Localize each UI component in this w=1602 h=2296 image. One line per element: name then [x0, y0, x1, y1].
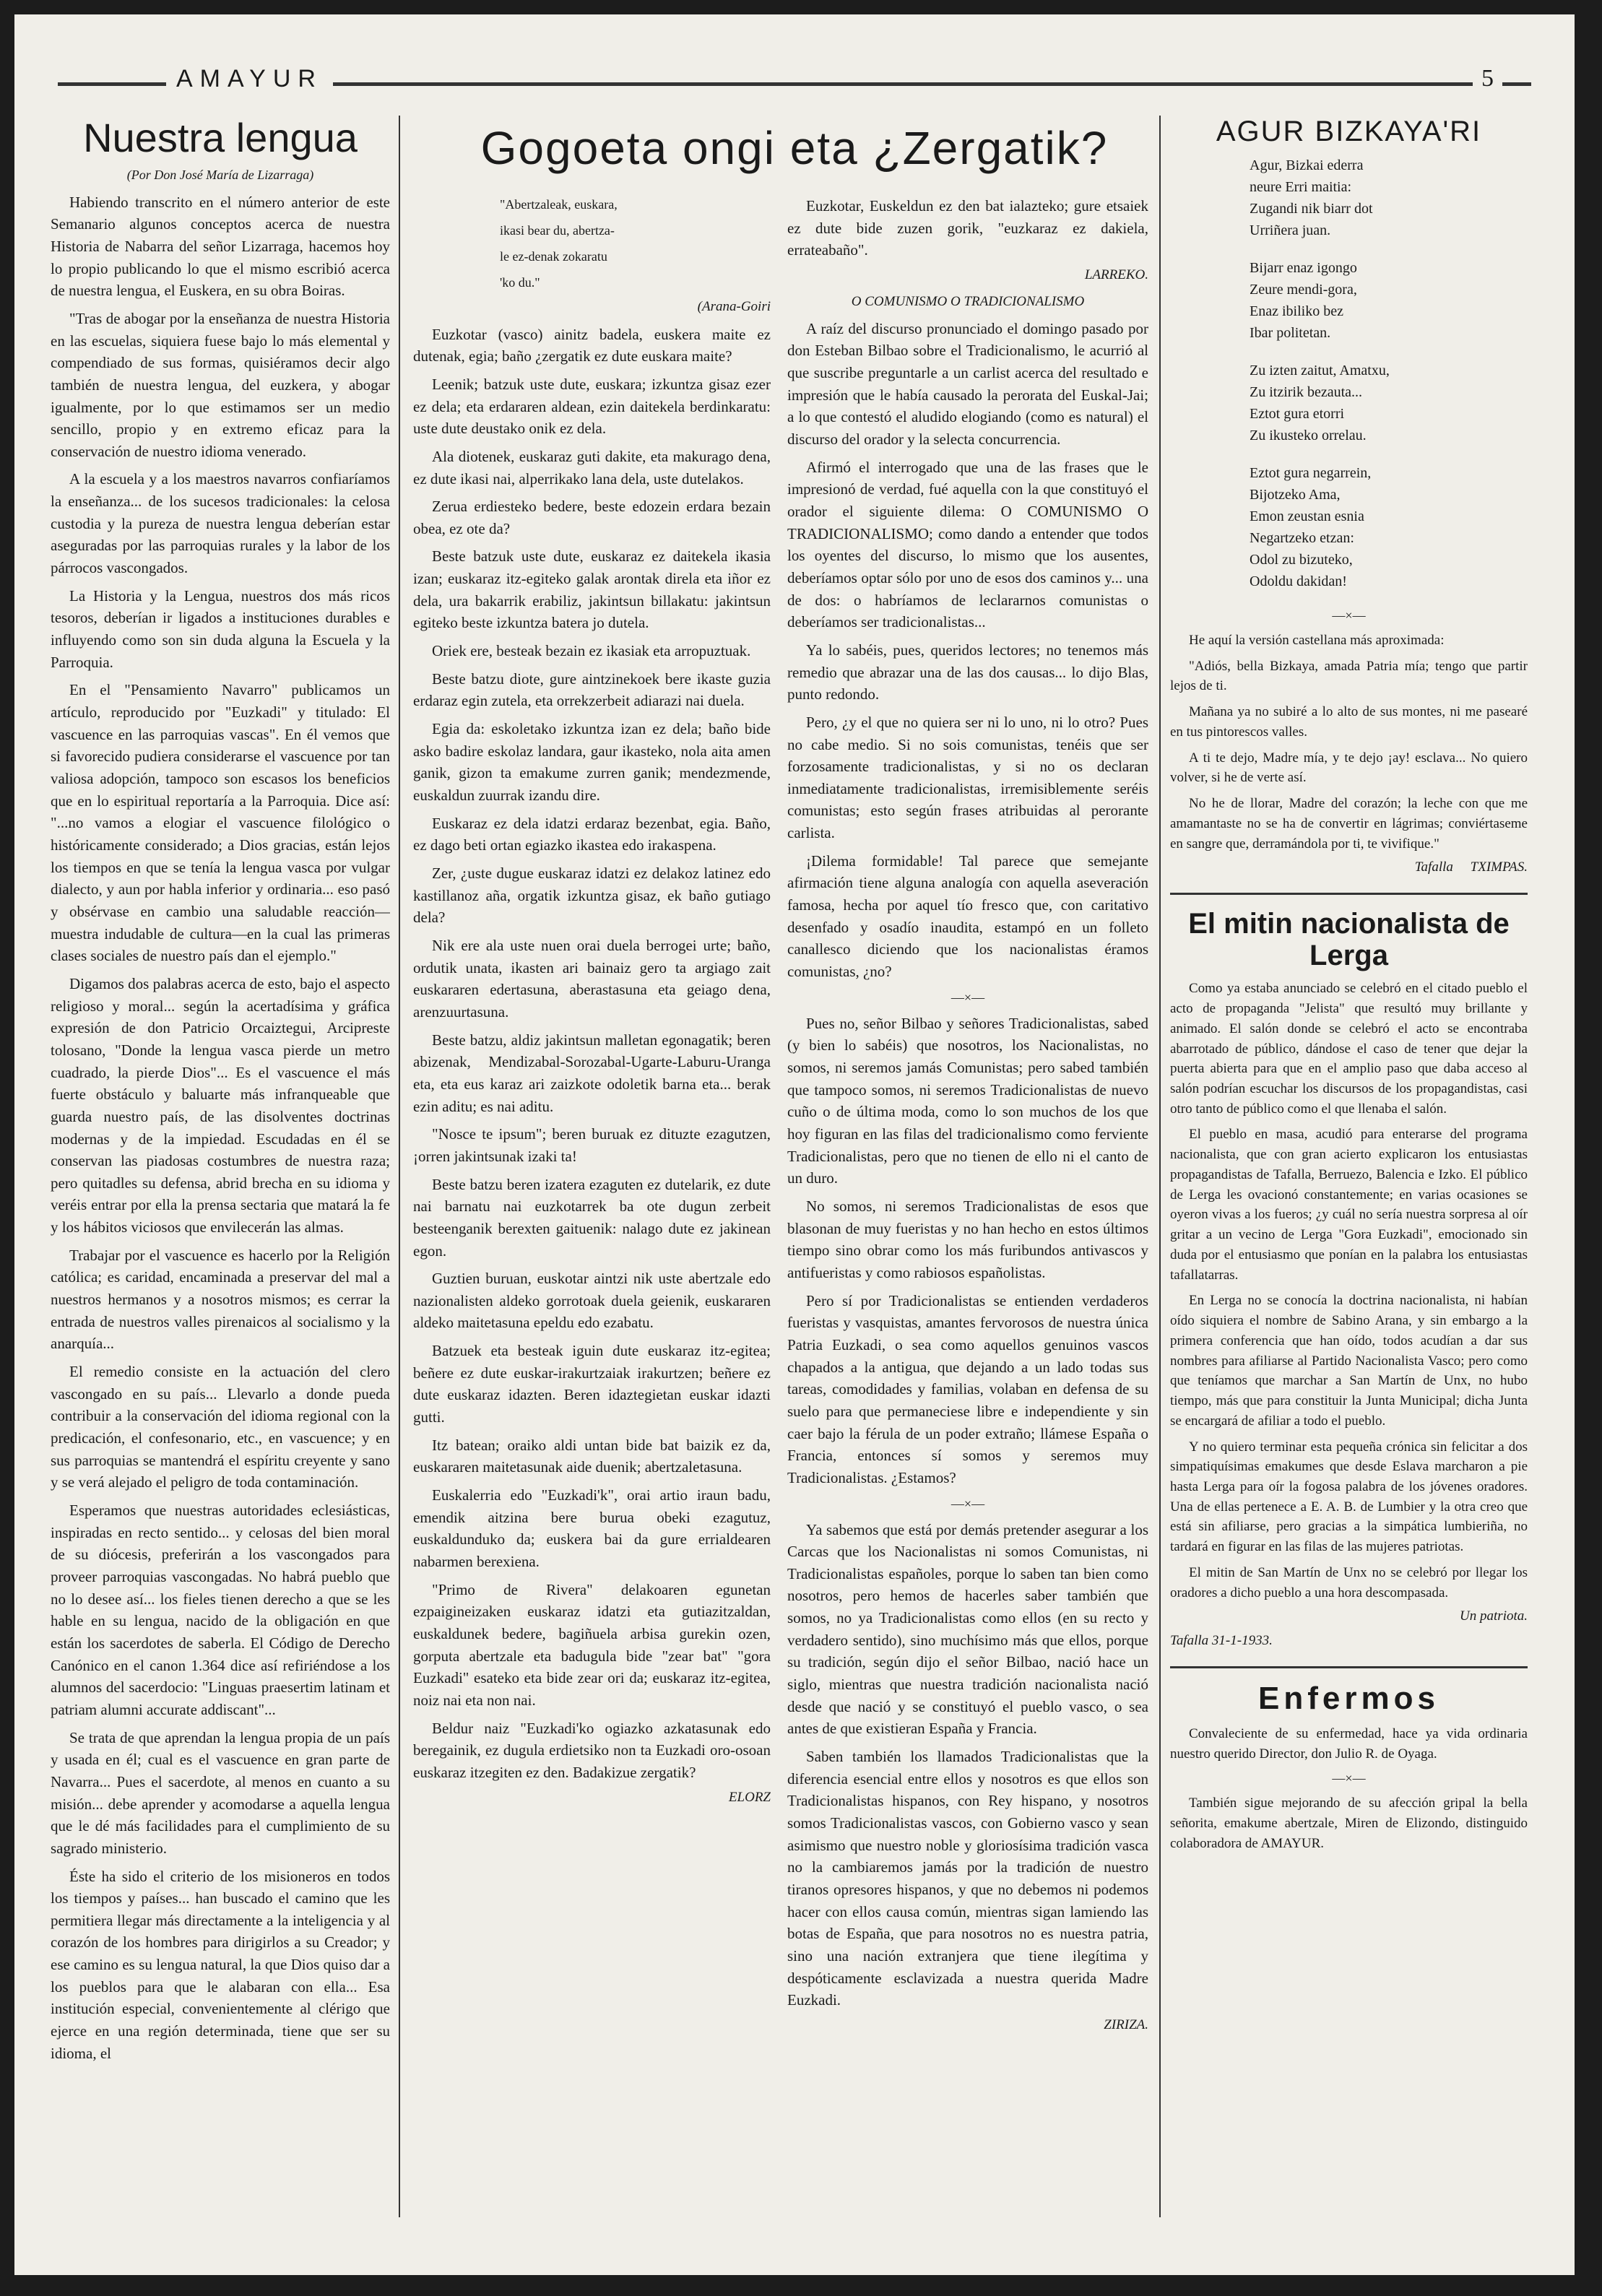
column-divider [399, 116, 400, 2217]
paragraph: A ti te dejo, Madre mía, y te dejo ¡ay! esclava... No quiero volver, si he de verte así. [1170, 750, 1528, 786]
paragraph: Trabajar por el vascuence es hacerlo por la Religión católica; es caridad, encaminada a preservar del mal a nuestros hermanos y a nosotros mismos; es cerrar la entrada de nuestros valles pirenaicos al socialismo y la anarquía... [51, 1246, 390, 1353]
poem-stanza [1170, 462, 1528, 592]
poem-line: Zu izten zaitut, Amatxu, [1250, 363, 1390, 378]
paragraph: Ala diotenek, euskaraz guti dakite, eta makurago dena, ez dute ikasi nai, alperrikako lana dela, uste dutelakos. [413, 447, 771, 488]
paragraph: La Historia y la Lengua, nuestros dos más ricos tesoros, deberían ir ligados a instituciones durables e influyendo como son sin duda alguna la Escuela y la Parroquia. [51, 586, 390, 671]
article-date: Tafalla 31-1-1933. [1170, 1633, 1273, 1649]
paragraph: Ya sabemos que está por demás pretender asegurar a los Carcas que los Nacionalistas ni somos Comunistas, ni Tradicionalistas españoles, porque lo saben tan bien como nosotros, pero hemos de hacerles saber también que somos, no ya Tradicionalistas como ellos (en su recto y verdadero sentido), sino muchísimo más que ellos, porque su tradición, según dijo el señor Bilbao, nació hace un siglo, mientras que nuestra tradición nacionalista nació desde que nació y se constituyó el pueblo vasco, o sea antes de que existieran España y Francia. [787, 1520, 1148, 1738]
paragraph: Pero sí por Tradicionalistas se entienden verdaderos fueristas y vasquistas, amantes fervorosos de nuestra única Patria Euzkadi, o sea como aquellos genuinos vascos chapados a la antigua, que dejando a un lado todas sus tareas, comodidades y familias, volaban en defensa de su suelo para que permaneciese libre e independiente y sin caer bajo la férula de un poder extraño; llámese España o Francia, entonces sí somos y seremos muy Tradicionalistas. ¿Estamos? [787, 1291, 1148, 1486]
paragraph: Beste batzuk uste dute, euskaraz ez daitekela ikasia izan; euskaraz itz-egiteko galak arontak direla eta iñor ez dela, ura bakarrik erabiliz, jakintsun billakatu: jakintsun egiteko beste izkuntza batera jo dutela. [413, 547, 771, 632]
column-comunismo [787, 116, 1148, 2232]
paragraph: Nik ere ala uste nuen orai duela berrogei urte; baño, ordutik unata, ikasten ari bainaiz gero ta argiago zait euskararen edertasuna, aberastasuna eta geiago dena, arenzuurtasuna. [413, 936, 771, 1021]
poem-line: Urriñera juan. [1250, 222, 1331, 238]
paragraph: Beste batzu beren izatera ezaguten ez dutelarik, ez dute nai barnatu nai euzkotarrek ba ote dugun zerbeit besteenganik berexten gaituenik: nalago dute ez jakinean egon. [413, 1175, 771, 1260]
paragraph: Zer, ¿uste dugue euskaraz idatzi ez delakoz latinez edo kastillanoz aña, orgatik izkuntza gisaz, ek baño gutiago dela? [413, 865, 771, 927]
paragraph: Mañana ya no subiré a lo alto de sus montes, ni me pasearé en tus pintorescos valles. [1170, 704, 1528, 740]
column-agur [1170, 116, 1528, 2232]
paragraph: En el "Pensamiento Navarro" publicamos un artículo, reproducido por "Euzkadi" y titulado: El vascuence en las parroquias vascas". En él vemos que si favorecido pudiera considerarse el vascuence por tan valiosa adopción, tampoco son escasos los beneficios que en lo espiritual reportaría a la Parroquia. Dice así: "...no vamos a elogiar el vascuence filológico o históricamente considerado; a Dios gracias, están lejos los tiempos en que se tenía la lengua vasca por vulgar dialecto, y aun por habla inferior y ordinaria... eso pasó y obsérvase en cambio una saludable reacción—muestra indudable de cultura—en la cual las primeras clases sociales de nuestro país dan el ejemplo." [51, 681, 390, 965]
epigraph-line: "Abertzaleak, euskara, [500, 197, 618, 212]
article-title: El mitin nacionalista de Lerga [1188, 908, 1510, 972]
poem-line: Zeure mendi-gora, [1250, 282, 1357, 298]
paragraph: Zerua erdiesteko bedere, beste edozein erdara bezain obea, ez ote da? [413, 498, 771, 537]
paragraph: El mitin de San Martín de Unx no se celebró por llegar los oradores a dicho pueblo a una hora descompasada. [1170, 1564, 1528, 1600]
paragraph: Batzuek eta besteak iguin dute euskaraz itz-egitea; beñere ez dute euskar-irakurtzaiak irakurtzen; beñere ez dute euskaraz idazten. Beren idaztegietan euskar idazti gutti. [413, 1342, 771, 1426]
article-subhead: O COMUNISMO O TRADICIONALISMO [851, 293, 1085, 309]
paragraph: Guztien buruan, euskotar aintzi nik uste abertzale edo nazionalisten aldeko gorrotoak duela geienik, euskararen aldeko maitetasuna epeldu edo ezabatu. [413, 1270, 771, 1332]
paragraph: Digamos dos palabras acerca de esto, bajo el aspecto religioso y moral... según la acertadísima y gráfica expresión de don Patricio Orcaiztegui, Arcipreste tolosano, "Donde la lengua vasca pierde un metro cuadrado, la pierde Dios"... Es el vascuence el más fuerte obstáculo y baluarte más infranqueable que guarda nuestro país, de las disolventes doctrinas modernas y de la impiedad. Escudadas en él se conservan las piadosas costumbres de nuestra raza; pero quitadles su defensa, abrid brecha en su idioma y veréis entrar por ella la prensa sectaria que matará la fe y los hábitos viciosos que envilecerán las almas. [51, 974, 390, 1236]
newspaper-page [14, 14, 1575, 2275]
poem [1170, 155, 1528, 592]
article-title: Nuestra lengua [83, 116, 358, 160]
paragraph: Saben también los llamados Tradicionalistas que la diferencia esencial entre ellos y nosotros es que ellos son Tradicionalistas hispanos, con Rey hispano, y nosotros somos Tradicionalistas vascos, con Gobierno vasco y sean asimismo que nuestro noble y gloriosísima tradición vasca no la cambiaremos jamás por la tradición de nuestro tiranos opresores hispanos, y que no debemos ni podemos hacer con ellos causa común, mientras sigan lamiendo las botas de España, que para nosotros no es nuestra patria, sino una nación extranjera que tiene ilegítima y despóticamente esclavizada a nuestra querida Madre Euzkadi. [787, 1748, 1148, 2009]
article-signature: LARREKO. [1084, 267, 1148, 282]
column-gogoeta [413, 116, 771, 2232]
section-rule [1170, 893, 1528, 895]
poem-line: Bijotzeko Ama, [1250, 487, 1341, 503]
signature-name: TXIMPAS. [1470, 859, 1528, 875]
paragraph: Convaleciente de su enfermedad, hace ya vida ordinaria nuestro querido Director, don Julio R. de Oyaga. [1170, 1725, 1528, 1762]
poem-line: Odol zu bizuteko, [1250, 552, 1353, 568]
poem-line: Agur, Bizkai ederra [1250, 157, 1364, 173]
paragraph: El remedio consiste en la actuación del clero vascongado en su país... Llevarlo a donde pueda contribuir a la conservación del idioma regional con la predicación, el confesonario, etc., en vascuence; y en sus parroquias se mantendrá el espíritu creyente y sano y se verá alejado el peligro de toda contaminación. [51, 1363, 390, 1491]
masthead-name: AMAYUR [166, 65, 333, 93]
paragraph: Habiendo transcrito en el número anterior de este Semanario algunos conceptos acerca de nuestra Historia de Nabarra del señor Lizarraga, hacemos hoy lo propio publicando lo que el mismo escribió acerca de nuestra lengua, el Euskera, en su obra Boiras. [51, 193, 390, 300]
paragraph: Beldur naiz "Euzkadi'ko ogiazko azkatasunak edo beregainik, ez dugula erdietsiko non ta Euzkadi oro-osoan euskaraz itzegiten ez den. Badakizue zergatik? [413, 1719, 771, 1781]
paragraph: Euskalerria edo "Euzkadi'k", orai artio iraun badu, emendik aitzina bere burua obeki ezagutuz, euskaldunduko da; euskera bai da gure errialdearen nabarmen berexiena. [413, 1486, 771, 1571]
paragraph: Beste batzu, aldiz jakintsun malletan egonagatik; beren abizenak, Mendizabal-Sorozabal-Ugarte-Laburu-Uranga eta, eta eus karaz ari zaizkote odoletik barna eta... berak ezin aditu; es nai aditu. [413, 1031, 771, 1115]
paragraph: Pues no, señor Bilbao y señores Tradicionalistas, sabed (y bien lo sabéis) que nosotros, los Nacionalistas, no somos, ni seremos jamás Comunistas; pero sabed también que tampoco somos, ni seremos Tradicionalistas de nuevo cuño o de última moda, como lo son muchos de los que hoy figuran en las filas del tradicionalismo como ferviente Tradicionalistas, pero que no tienen de ello ni el canto de un duro. [787, 1014, 1148, 1187]
poem-line: Zugandi nik biarr dot [1250, 201, 1373, 217]
article-byline: (Por Don José María de Lizarraga) [126, 167, 314, 182]
paragraph: Pero, ¿y el que no quiera ser ni lo uno, ni lo otro? Pues no cabe medio. Si no sois comunistas, tenéis que ser forzosamente tradicionalistas, y si no os declaran inmediatamente tradicionalistas, irremisiblemente seréis comunistas; esto según frases atribuidas al perorante carlista. [787, 713, 1148, 842]
article-signature: ELORZ [728, 1789, 771, 1805]
separator: —×— [951, 989, 985, 1005]
paragraph: Ya lo sabéis, pues, queridos lectores; no tenemos más remedio que abrazar una de las dos causas... lo dijo Blas, punto redondo. [787, 641, 1148, 703]
masthead [58, 65, 1531, 101]
poem-title: AGUR BIZKAYA'RI [1216, 116, 1482, 147]
epigraph-line: 'ko du." [500, 274, 540, 290]
paragraph: Y no quiero terminar esta pequeña crónica sin felicitar a dos simpatiquísimas emakumes que desde Eslava marcharon a pie hasta Lerga para oír la fogosa palabra de los jóvenes oradores. Una de ellas pertenece a E. A. B. de Lumbier y la otra creo que está sin afiliarse, pero gracias a la simpática lumbieriña, no tardará en figurar en las filas de las mujeres patriotas. [1170, 1439, 1528, 1555]
paragraph: Egia da: eskoletako izkuntza izan ez dela; baño bide asko badire eskolaz landara, gaur ikasteko, nola aita amen ganik, gizon ta emakume zurren ganik; mendezmende, euskaldun zuurrak izandu dire. [413, 720, 771, 805]
poem-line: Zu ikusteko orrelau. [1250, 428, 1367, 443]
separator: —×— [951, 1496, 985, 1511]
paragraph: A la escuela y a los maestros navarros confiaríamos la enseñanza... de los sucesos tradicionales: la celosa custodia y la pureza de nuestra lengua deberían estar aseguradas por las parroquias rurales y la labor de los párrocos vascongados. [51, 470, 390, 577]
poem-stanza [1170, 155, 1528, 241]
paragraph: "Adiós, bella Bizkaya, amada Patria mía; tengo que partir lejos de ti. [1170, 658, 1528, 694]
separator: —×— [1332, 608, 1366, 623]
poem-line: Negartzeko etzan: [1250, 530, 1354, 546]
paragraph: Euzkotar (vasco) ainitz badela, euskera maite ez dutenak, egia; baño ¿zergatik ez dute euskara maite? [413, 325, 771, 365]
paragraph: No he de llorar, Madre del corazón; la leche con que me amamantaste no se ha de convertir en lágrimas; conviértaseme en sangre que, derramándola por ti, te vivifique." [1170, 796, 1528, 852]
paragraph: ¡Dilema formidable! Tal parece que semejante afirmación tiene alguna analogía con aquella aseveración famosa, hecha por aquel tío fresco que, con caritativo desenfado y osadío inaudita, estampó en un folleto canallesco diciendo que los nacionalistas éramos comunistas, ¿no? [787, 852, 1148, 981]
paragraph: El pueblo en masa, acudió para enterarse del programa nacionalista, que con gran acierto explicaron los entusiastas propagandistas de Tafalla, Berruezo, Balencia e Izko. El público de Lerga les ovacionó constantemente; en varias ocasiones se oyeron vivas a los fueros; ¿y cuál no sería nuestra sorpresa al oír gritar a un vecino de Lerga "Gora Euzkadi", emocionado sin duda por el entusiasmo que ponían en la palabra los entusiastas tafallatarras. [1170, 1127, 1528, 1283]
paragraph: "Tras de abogar por la enseñanza de nuestra Historia en las escuelas, siquiera fuese bajo lo más elemental y compendiado de sus formas, quisiéramos decir algo también de nuestra lengua, del euzkera, y abogar igualmente, por lo que estimamos ser un medio sencillo, propio y en extremo eficaz para la conservación de nuestro idioma venerado. [51, 309, 390, 460]
poem-line: Ibar politetan. [1250, 325, 1331, 341]
poem-line: Emon zeustan esnia [1250, 508, 1364, 524]
poem-stanza [1170, 257, 1528, 344]
paragraph: He aquí la versión castellana más aproximada: [1189, 633, 1445, 648]
poem-line: Odoldu dakidan! [1250, 573, 1347, 589]
article-title: Enfermos [1258, 1681, 1439, 1717]
paragraph: Oriek ere, besteak bezain ez ikasiak eta arropuztuak. [432, 642, 751, 660]
paragraph: "Nosce te ipsum"; beren buruak ez dituzte ezagutzen, ¡orren jakintsunak izaki ta! [413, 1125, 771, 1165]
article-signature: Un patriota. [1460, 1608, 1528, 1624]
separator: —×— [1332, 1771, 1366, 1786]
paragraph: Afirmó el interrogado que una de las frases que le impresionó de verdad, fué aquella con la que constituyó el orador el siguiente dilema: O COMUNISMO O TRADICIONALISMO; como dando a entender que todos los oyentes del discurso, lo mismo que los ausentes, deberíamos optar sólo por uno de esos dos caminos y... una de dos: o habríamos de leclararnos comunistas o deberíamos ser tradicionalistas... [787, 458, 1148, 631]
paragraph: Euzkotar, Euskeldun ez den bat ialazteko; gure etsaiek ez dute bide zuzen gorik, "euzkaraz ez dakiela, errateabaño". [787, 197, 1148, 259]
epigraph-line: ikasi bear du, abertza- [500, 222, 615, 238]
paragraph: En Lerga no se conocía la doctrina nacionalista, ni habían oído siquiera el nombre de Sabino Arana, y sin embargo a la primera conferencia que han oído, todos acudían a dar sus nombres para afiliarse al Partido Nacionalista Vasco; pero como que teníamos que marchar a San Martín de Unx, no hubo tiempo, más que para constituir la Junta Municipal; dicha Junta se encargará de afiliar a todo el pueblo. [1170, 1293, 1528, 1429]
column-divider [1159, 116, 1161, 2217]
epigraph-line: le ez-denak zokaratu [500, 248, 607, 264]
epigraph-author: (Arana-Goiri [697, 298, 771, 314]
section-rule [1170, 1666, 1528, 1668]
paragraph: "Primo de Rivera" delakoaren egunetan ezpaigineizaken euskaraz idatzi eta gutiazitzaldan, euskaldunek bedere, bagiñuela arbisa gurekin ozen, gorputa abertzale eta badugula bide "zear bat" "gora Euzkadi" esateko eta bide zear ori da; euskaraz itz-egitea, noiz nai eta non nai. [413, 1580, 771, 1709]
article-signature: ZIRIZA. [1104, 2016, 1148, 2032]
poem-line: Eztot gura negarrein, [1250, 465, 1372, 481]
paragraph: A raíz del discurso pronunciado el domingo pasado por don Esteban Bilbao sobre el Tradicionalismo, le acurrió al que suscribe preguntarle a un carlist acerca del resultado e impresión que le había causado la perorata del Euskal-Jai; a lo que contestó el aludido elogiando (como es natural) el discurso del orador y la selecta concurrencia. [787, 319, 1148, 448]
page-number: 5 [1473, 65, 1502, 92]
column-nuestra-lengua [51, 116, 390, 2232]
article-signature [1170, 859, 1528, 875]
paragraph: Como ya estaba anunciado se celebró en el citado pueblo el acto de propaganda "Jelista" que resultó muy brillante y animado. El salón donde se celebró el acto se encontraba abarrotado de público, dándose el caso de tener que dejar la puerta abierta para que en el amplio paso que daba acceso al salón podrían escuchar los discursos de los propagandistas, casi otro tanto de público como el que llenaba el salón. [1170, 981, 1528, 1117]
paragraph: Itz batean; oraiko aldi untan bide bat baizik ez da, euskararen maitetasunak aide duenik; abertzaletasuna. [413, 1436, 771, 1476]
poem-line: neure Erri maitia: [1250, 179, 1352, 195]
paragraph: También sigue mejorando de su afección gripal la bella señorita, emakume abertzale, Miren de Elizondo, distinguido colaboradora de AMAYUR. [1170, 1795, 1528, 1851]
paragraph: Se trata de que aprendan la lengua propia de un país y usada en él; cual es el vascuence en gran parte de Navarra... Pues el sacerdote, al menos en cuanto a su misión... debe aprender y acomodarse a aquella lengua que le dé más facilidades para el cumplimiento de su sagrado ministerio. [51, 1728, 390, 1857]
paragraph: Esperamos que nuestras autoridades eclesiásticas, inspiradas en recto sentido... y celosas del bien moral de su diócesis, preferirán a los vascongados para proveer parroquias vascongadas. No habrá pueblo que no lo desee así... los fieles tienen derecho a que se les hable en su lengua, nacido de la obligación en que están los sacerdotes de saberla. El Código de Derecho Canónico en el canon 1.364 dice así refiriéndose a los alumnos del sacerdocio: "Linguas praesertim latinam et patriam alumni accurate addiscant"... [51, 1502, 390, 1718]
poem-line: Bijarr enaz igongo [1250, 260, 1357, 276]
paragraph: Beste batzu diote, gure aintzinekoek bere ikaste guzia erdaraz egin zutela, eta orrekzerbeit adiarazi nai duela. [413, 670, 771, 710]
headline-gogoeta: Gogoeta ongi eta ¿Zergatik? [480, 122, 1109, 174]
paragraph: Euskaraz ez dela idatzi erdaraz bezenbat, egia. Baño, ez dago beti ortan egiazko ikastea edo irakaspena. [413, 814, 771, 854]
paragraph: No somos, ni seremos Tradicionalistas de esos que blasonan de muy fueristas y no han hecho en estos últimos tiempo sino obrar como los más furibundos antivascos y antifueristas y como rabiosos españolistas. [787, 1197, 1148, 1281]
poem-line: Enaz ibiliko bez [1250, 303, 1343, 319]
poem-stanza [1170, 360, 1528, 446]
paragraph: Éste ha sido el criterio de los misioneros en todos los tiempos y países... han buscado el camino que les permitiera llegar más directamente a la inteligencia y al corazón de los hombres para dirigirlos a su Creador; y ese camino es su lengua natural, la que Dios quiso dar a los pueblos para que le alabaran con ella... Esa institución especial, convenientemente al clérigo que ejerce en una región determinada, tiene que ser su idioma, el [51, 1867, 390, 2062]
signature-place: Tafalla [1414, 859, 1453, 875]
poem-line: Eztot gura etorri [1250, 406, 1345, 422]
poem-line: Zu itzirik bezauta... [1250, 384, 1363, 400]
paragraph: Leenik; batzuk uste dute, euskara; izkuntza gisaz ezer ez dela; eta erdararen aldean, ezin daitekela berdinkaratu: uste dute deustako onik ez dela. [413, 375, 771, 438]
